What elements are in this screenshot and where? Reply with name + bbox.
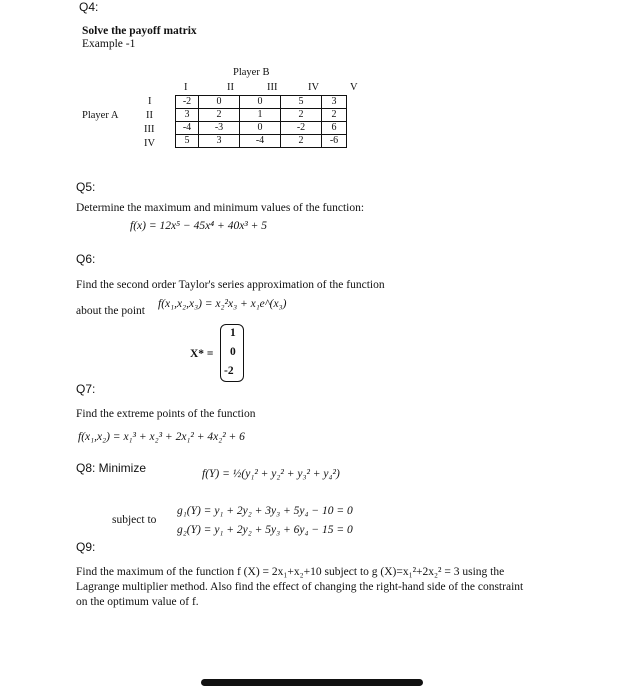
matrix-cell: 5 xyxy=(176,135,199,148)
col-header-3: III xyxy=(267,82,278,93)
q7-formula: f(x₁,x₂) = x₁³ + x₂³ + 2x₁² + 4x₂² + 6 xyxy=(78,431,245,443)
matrix-cell: 2 xyxy=(199,109,240,122)
player-b-label: Player B xyxy=(233,67,270,78)
q6-text2: about the point xyxy=(76,305,145,317)
q9-line-1: Find the maximum of the function f (X) = 2x₁+x₂+10 subject to g (X)=x₁²+2x₂² = 3 using the xyxy=(76,566,505,578)
col-header-5: V xyxy=(350,82,358,93)
q8-objective: f(Y) = ½(y₁² + y₂² + y₃² + y₄²) xyxy=(202,468,340,480)
point-x3: -2 xyxy=(224,365,234,377)
q9-line-2: Lagrange multiplier method. Also find the effect of changing the right-hand side of the constraint xyxy=(76,581,524,593)
q4-label: Q4: xyxy=(79,0,99,14)
q6-text: Find the second order Taylor's series approximation of the function xyxy=(76,279,385,291)
matrix-cell: 0 xyxy=(240,122,281,135)
matrix-cell: 3 xyxy=(322,96,347,109)
home-indicator[interactable] xyxy=(201,679,423,686)
col-header-2: II xyxy=(227,82,234,93)
matrix-cell: 0 xyxy=(199,96,240,109)
matrix-cell: -6 xyxy=(322,135,347,148)
q4-title: Solve the payoff matrix xyxy=(82,25,197,37)
point-x2: 0 xyxy=(230,346,236,358)
matrix-cell: -4 xyxy=(240,135,281,148)
matrix-cell: -2 xyxy=(176,96,199,109)
q5-formula: f(x) = 12x⁵ − 45x⁴ + 40x³ + 5 xyxy=(130,220,268,232)
col-header-4: IV xyxy=(308,82,320,93)
col-header-1: I xyxy=(184,82,188,93)
row-header-2: II xyxy=(146,110,153,121)
matrix-cell: 6 xyxy=(322,122,347,135)
q5-label: Q5: xyxy=(76,180,96,194)
matrix-cell: 3 xyxy=(199,135,240,148)
matrix-cell: 0 xyxy=(240,96,281,109)
table-row xyxy=(176,122,347,135)
player-a-label: Player A xyxy=(82,110,119,121)
q4-example: Example -1 xyxy=(82,38,136,50)
point-x1: 1 xyxy=(230,327,236,339)
matrix-cell: -2 xyxy=(281,122,322,135)
q9-label: Q9: xyxy=(76,540,96,554)
row-header-1: I xyxy=(148,96,152,107)
row-header-4: IV xyxy=(144,138,156,149)
matrix-cell: -4 xyxy=(176,122,199,135)
table-row xyxy=(176,135,347,148)
q6-formula: f(x₁,x₂,x₃) = x₂²x₃ + x₁e^(x₃) xyxy=(158,298,287,310)
matrix-cell: 1 xyxy=(240,109,281,122)
q8-subject-to: subject to xyxy=(112,514,157,526)
q8-constraint-2: g₂(Y) = y₁ + 2y₂ + 5y₃ + 6y₄ − 15 = 0 xyxy=(177,524,353,536)
matrix-cell: 3 xyxy=(176,109,199,122)
matrix-cell: 2 xyxy=(281,135,322,148)
q8-label: Q8: Minimize xyxy=(76,461,147,475)
q6-label: Q6: xyxy=(76,252,96,266)
row-header-3: III xyxy=(144,124,155,135)
table-row xyxy=(176,109,347,122)
matrix-cell: -3 xyxy=(199,122,240,135)
q7-text: Find the extreme points of the function xyxy=(76,408,256,420)
matrix-cell: 2 xyxy=(281,109,322,122)
q8-constraint-1: g₁(Y) = y₁ + 2y₂ + 3y₃ + 5y₄ − 10 = 0 xyxy=(177,505,353,517)
matrix-cell: 2 xyxy=(322,109,347,122)
q5-text: Determine the maximum and minimum values of the function: xyxy=(76,202,365,214)
point-label: X* = xyxy=(190,348,214,360)
table-row xyxy=(176,96,347,109)
payoff-matrix xyxy=(175,95,347,148)
q7-label: Q7: xyxy=(76,382,96,396)
q9-line-3: on the optimum value of f. xyxy=(76,596,199,608)
matrix-cell: 5 xyxy=(281,96,322,109)
